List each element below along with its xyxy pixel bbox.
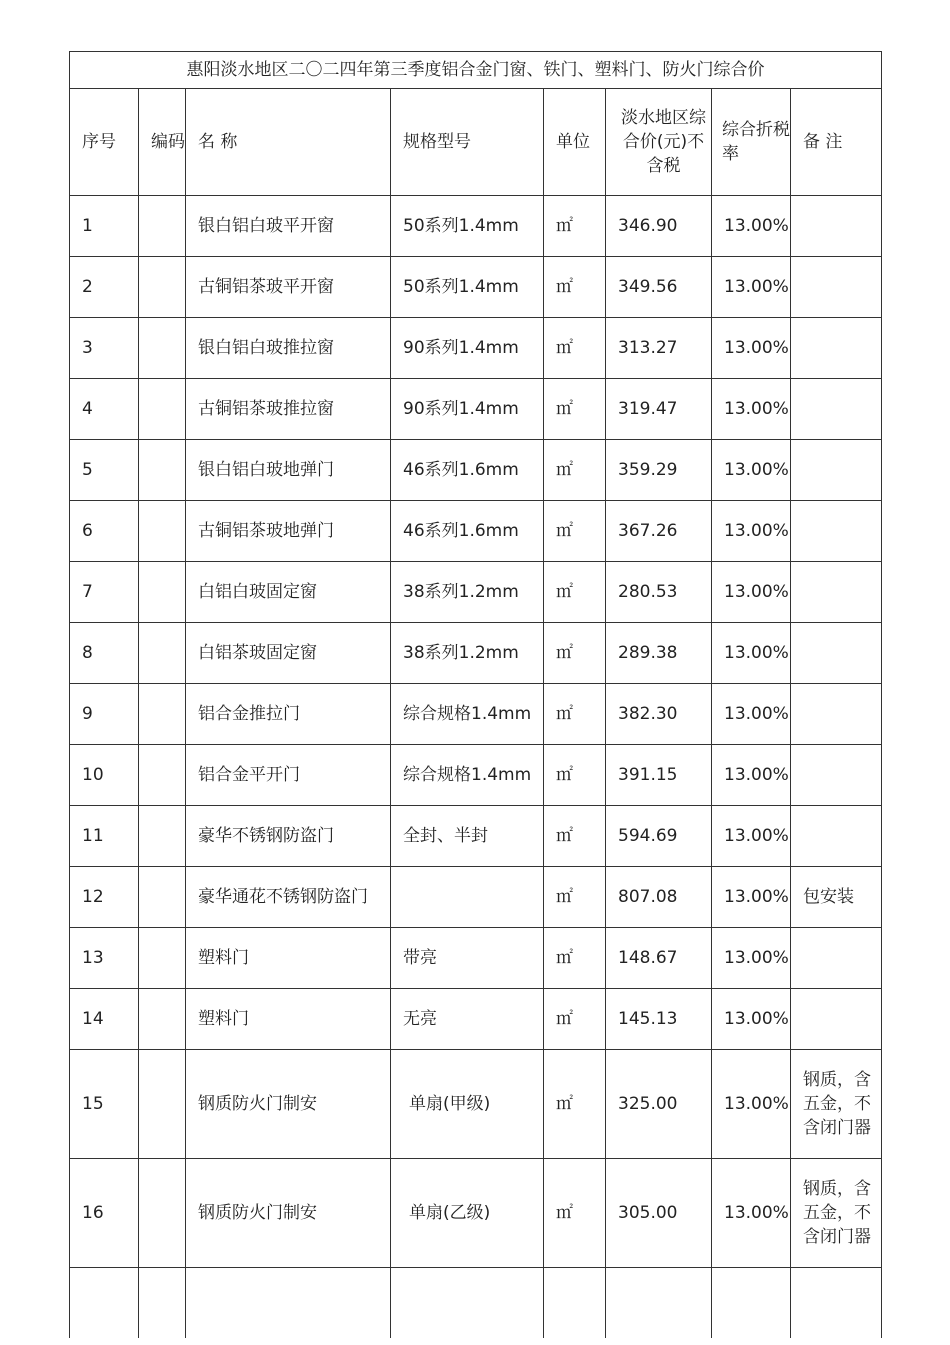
cell-spec: 50系列1.4mm [391,196,544,257]
cell-remark: 钢质，含五金，不含闭门器 [791,1159,882,1268]
cell-rate: 13.00% [712,867,791,928]
cell-unit: ㎡ [544,867,606,928]
cell-unit: ㎡ [544,989,606,1050]
header-spec: 规格型号 [391,89,544,196]
cell-index: 7 [70,562,139,623]
cell-price: 594.69 [606,806,712,867]
cell-spec: 90系列1.4mm [391,379,544,440]
cell-unit: ㎡ [544,257,606,318]
empty-cell [606,1268,712,1339]
cell-index: 9 [70,684,139,745]
cell-name: 豪华不锈钢防盗门 [186,806,391,867]
cell-spec: 单扇(乙级) [391,1159,544,1268]
cell-unit: ㎡ [544,318,606,379]
cell-code [139,806,186,867]
cell-remark [791,318,882,379]
cell-rate: 13.00% [712,318,791,379]
cell-remark [791,806,882,867]
table-row [70,806,882,867]
empty-cell [139,1268,186,1339]
cell-remark [791,684,882,745]
table-row [70,196,882,257]
cell-rate: 13.00% [712,440,791,501]
cell-remark [791,257,882,318]
cell-index: 2 [70,257,139,318]
cell-name: 白铝茶玻固定窗 [186,623,391,684]
cell-index: 6 [70,501,139,562]
cell-name: 古铜铝茶玻推拉窗 [186,379,391,440]
cell-remark [791,562,882,623]
cell-unit: ㎡ [544,806,606,867]
cell-code [139,684,186,745]
cell-rate: 13.00% [712,257,791,318]
header-remark: 备 注 [791,89,882,196]
cell-remark [791,989,882,1050]
cell-spec [391,867,544,928]
cell-index: 5 [70,440,139,501]
cell-code [139,623,186,684]
cell-spec: 全封、半封 [391,806,544,867]
cell-name: 钢质防火门制安 [186,1050,391,1159]
cell-name: 银白铝白玻平开窗 [186,196,391,257]
cell-price: 391.15 [606,745,712,806]
cell-spec: 50系列1.4mm [391,257,544,318]
cell-remark [791,745,882,806]
cell-price: 325.00 [606,1050,712,1159]
table-row [70,379,882,440]
cell-unit: ㎡ [544,440,606,501]
cell-index: 15 [70,1050,139,1159]
table-row [70,989,882,1050]
cell-index: 10 [70,745,139,806]
cell-remark [791,196,882,257]
cell-rate: 13.00% [712,196,791,257]
cell-name: 豪华通花不锈钢防盗门 [186,867,391,928]
cell-price: 305.00 [606,1159,712,1268]
cell-remark [791,501,882,562]
header-name: 名 称 [186,89,391,196]
cell-code [139,867,186,928]
cell-index: 4 [70,379,139,440]
header-row [70,89,882,196]
cell-unit: ㎡ [544,684,606,745]
table-title: 惠阳淡水地区二〇二四年第三季度铝合金门窗、铁门、塑料门、防火门综合价 [70,52,882,89]
cell-spec: 46系列1.6mm [391,501,544,562]
cell-rate: 13.00% [712,684,791,745]
cell-rate: 13.00% [712,562,791,623]
cell-index: 12 [70,867,139,928]
table-row [70,257,882,318]
cell-unit: ㎡ [544,196,606,257]
cell-price: 313.27 [606,318,712,379]
empty-cell [712,1268,791,1339]
table-row [70,1159,882,1268]
title-row [70,52,882,89]
empty-cell [391,1268,544,1339]
cell-code [139,745,186,806]
cell-name: 铝合金平开门 [186,745,391,806]
cell-name: 钢质防火门制安 [186,1159,391,1268]
cell-price: 346.90 [606,196,712,257]
header-index: 序号 [70,89,139,196]
cell-spec: 46系列1.6mm [391,440,544,501]
cell-price: 145.13 [606,989,712,1050]
table-row [70,928,882,989]
cell-price: 319.47 [606,379,712,440]
cell-price: 349.56 [606,257,712,318]
cell-name: 古铜铝茶玻地弹门 [186,501,391,562]
cell-remark: 包安装 [791,867,882,928]
table-row [70,684,882,745]
table-row [70,867,882,928]
partial-row [70,1268,882,1339]
cell-code [139,989,186,1050]
cell-code [139,318,186,379]
cell-unit: ㎡ [544,1050,606,1159]
cell-price: 382.30 [606,684,712,745]
table-row [70,440,882,501]
table-row [70,318,882,379]
cell-code [139,501,186,562]
cell-unit: ㎡ [544,1159,606,1268]
cell-name: 铝合金推拉门 [186,684,391,745]
cell-unit: ㎡ [544,928,606,989]
table-row [70,745,882,806]
cell-price: 367.26 [606,501,712,562]
cell-rate: 13.00% [712,989,791,1050]
cell-index: 16 [70,1159,139,1268]
cell-name: 白铝白玻固定窗 [186,562,391,623]
cell-index: 8 [70,623,139,684]
cell-unit: ㎡ [544,623,606,684]
cell-unit: ㎡ [544,379,606,440]
cell-name: 古铜铝茶玻平开窗 [186,257,391,318]
cell-spec: 单扇(甲级) [391,1050,544,1159]
cell-spec: 38系列1.2mm [391,562,544,623]
cell-code [139,379,186,440]
cell-rate: 13.00% [712,623,791,684]
cell-remark [791,440,882,501]
table-row [70,501,882,562]
cell-name: 银白铝白玻推拉窗 [186,318,391,379]
cell-spec: 90系列1.4mm [391,318,544,379]
cell-name: 塑料门 [186,989,391,1050]
empty-cell [544,1268,606,1339]
cell-remark [791,623,882,684]
cell-rate: 13.00% [712,928,791,989]
cell-code [139,562,186,623]
table-row [70,1050,882,1159]
cell-index: 11 [70,806,139,867]
cell-unit: ㎡ [544,501,606,562]
table-row [70,623,882,684]
cell-index: 1 [70,196,139,257]
cell-rate: 13.00% [712,806,791,867]
cell-name: 银白铝白玻地弹门 [186,440,391,501]
cell-spec: 带亮 [391,928,544,989]
cell-rate: 13.00% [712,745,791,806]
cell-index: 13 [70,928,139,989]
cell-unit: ㎡ [544,745,606,806]
cell-code [139,257,186,318]
cell-spec: 无亮 [391,989,544,1050]
cell-remark [791,928,882,989]
cell-price: 280.53 [606,562,712,623]
cell-name: 塑料门 [186,928,391,989]
cell-spec: 综合规格1.4mm [391,684,544,745]
empty-cell [791,1268,882,1339]
cell-code [139,196,186,257]
cell-code [139,1050,186,1159]
cell-spec: 38系列1.2mm [391,623,544,684]
cell-price: 807.08 [606,867,712,928]
cell-price: 148.67 [606,928,712,989]
empty-cell [186,1268,391,1339]
cell-rate: 13.00% [712,1159,791,1268]
cell-rate: 13.00% [712,501,791,562]
header-code: 编码 [139,89,186,196]
cell-index: 14 [70,989,139,1050]
cell-price: 289.38 [606,623,712,684]
cell-rate: 13.00% [712,379,791,440]
cell-code [139,1159,186,1268]
cell-price: 359.29 [606,440,712,501]
cell-code [139,928,186,989]
cell-remark [791,379,882,440]
cell-remark: 钢质，含五金，不含闭门器 [791,1050,882,1159]
cell-rate: 13.00% [712,1050,791,1159]
table-row [70,562,882,623]
table-body [70,52,882,1339]
cell-spec: 综合规格1.4mm [391,745,544,806]
cell-unit: ㎡ [544,562,606,623]
header-unit: 单位 [544,89,606,196]
header-price: 淡水地区综合价(元)不含税 [606,89,712,196]
cell-code [139,440,186,501]
price-table [69,51,882,1338]
cell-index: 3 [70,318,139,379]
empty-cell [70,1268,139,1339]
header-rate: 综合折税率 [712,89,791,196]
